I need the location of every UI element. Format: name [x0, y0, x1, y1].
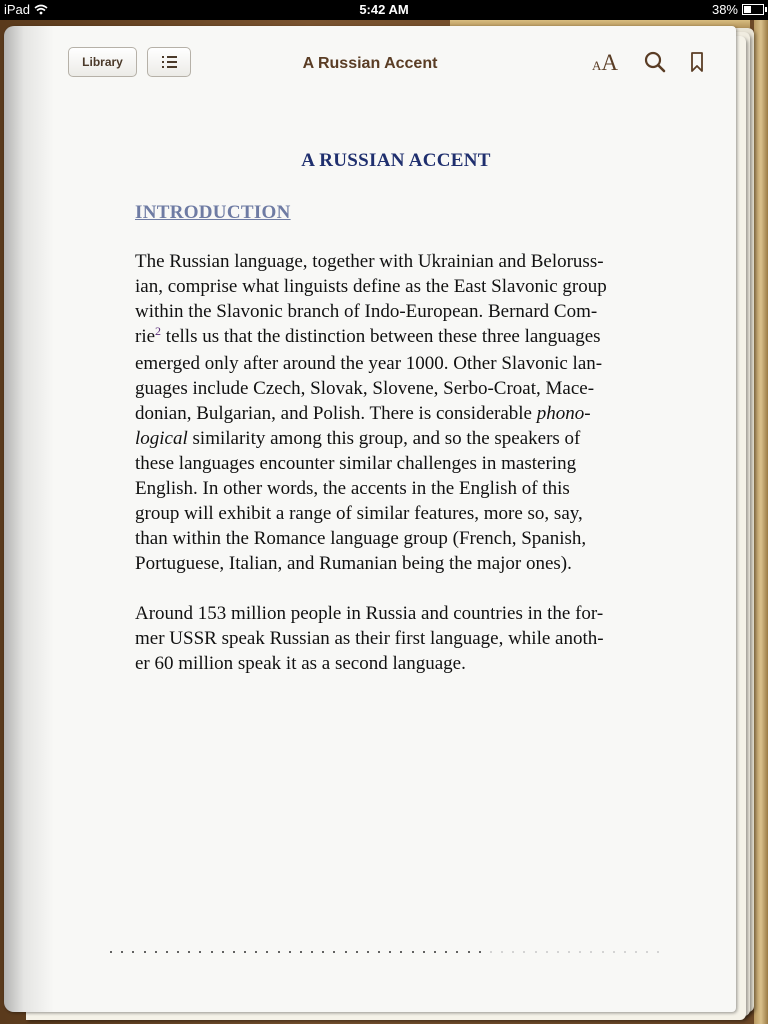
font-small-glyph: A	[592, 58, 602, 73]
text-fragment: similarity among this group, and so the speakers of	[187, 428, 581, 449]
progress-dot	[557, 951, 559, 953]
progress-dot	[657, 951, 659, 953]
text-line: English. In other words, the accents in the English of this	[135, 478, 570, 499]
paragraph	[135, 249, 657, 576]
text-line: guages include Czech, Slovak, Slovene, Serbo-Croat, Mace-	[135, 378, 595, 399]
battery-percent: 38%	[711, 2, 738, 17]
text-line	[135, 324, 657, 351]
text-line: ian, comprise what linguists define as the East Slavonic group	[135, 276, 607, 297]
progress-dot	[602, 951, 604, 953]
progress-dot	[512, 951, 514, 953]
progress-dot	[434, 951, 436, 953]
progress-dot	[412, 951, 414, 953]
text-line: Around 153 million people in Russia and countries in the for-	[135, 603, 604, 624]
progress-dot	[535, 951, 537, 953]
text-line	[135, 426, 657, 451]
progress-dot	[468, 951, 470, 953]
progress-dot	[188, 951, 190, 953]
page-edge-right	[754, 20, 768, 1024]
page-progress-scrubber[interactable]	[110, 950, 660, 954]
progress-dot	[166, 951, 168, 953]
status-bar	[0, 0, 768, 20]
italic-text: logical	[135, 428, 188, 449]
progress-dot	[278, 951, 280, 953]
text-line	[135, 401, 657, 426]
text-line: than within the Romance language group (French, Spanish,	[135, 528, 587, 549]
progress-dot	[501, 951, 503, 953]
progress-dot	[646, 951, 648, 953]
clock: 5:42 AM	[359, 2, 409, 17]
progress-dot	[155, 951, 157, 953]
device-name: iPad	[4, 2, 31, 17]
progress-dot	[456, 951, 458, 953]
progress-dot	[479, 951, 481, 953]
progress-dot	[624, 951, 626, 953]
progress-dot	[613, 951, 615, 953]
progress-dot	[110, 951, 112, 953]
text-line: er 60 million speak it as a second language.	[135, 653, 466, 674]
progress-dot	[635, 951, 637, 953]
text-line: these languages encounter similar challenges in mastering	[135, 453, 577, 474]
progress-dot	[333, 951, 335, 953]
progress-dot	[590, 951, 592, 953]
progress-dot	[400, 951, 402, 953]
book-page[interactable]	[4, 26, 736, 1012]
text-fragment: donian, Bulgarian, and Polish. There is considerable	[135, 403, 537, 424]
bookmark-icon	[690, 52, 704, 72]
italic-text: phono-	[536, 403, 591, 424]
search-icon	[644, 51, 666, 73]
progress-dot	[311, 951, 313, 953]
progress-dot	[233, 951, 235, 953]
chapter-title: A RUSSIAN ACCENT	[301, 150, 491, 171]
book-title: A Russian Accent	[302, 55, 438, 72]
progress-dot	[490, 951, 492, 953]
progress-dot	[266, 951, 268, 953]
text-line: mer USSR speak Russian as their first language, while anoth-	[135, 628, 604, 649]
progress-dot	[423, 951, 425, 953]
battery-icon	[742, 4, 764, 15]
text-line: emerged only after around the year 1000. Other Slavonic lan-	[135, 353, 603, 374]
progress-dot	[345, 951, 347, 953]
progress-dot	[132, 951, 134, 953]
progress-dot	[255, 951, 257, 953]
text-line: group will exhibit a range of similar features, more so, say,	[135, 503, 583, 524]
progress-dot	[244, 951, 246, 953]
footnote-link[interactable]: 2	[155, 324, 162, 338]
font-size-button[interactable]	[592, 50, 618, 76]
paragraph	[135, 601, 657, 676]
font-large-glyph: A	[601, 50, 619, 75]
progress-dot	[121, 951, 123, 953]
text-fragment: rie	[135, 326, 156, 347]
search-button[interactable]	[644, 51, 666, 73]
progress-dot	[546, 951, 548, 953]
progress-dot	[211, 951, 213, 953]
progress-dot	[579, 951, 581, 953]
bookmark-button[interactable]	[690, 52, 704, 72]
progress-dot	[389, 951, 391, 953]
progress-dot	[177, 951, 179, 953]
progress-dot	[289, 951, 291, 953]
text-line: The Russian language, together with Ukrainian and Beloruss-	[135, 251, 604, 272]
section-heading-link[interactable]: INTRODUCTION	[135, 202, 291, 223]
progress-dot	[222, 951, 224, 953]
progress-dot	[445, 951, 447, 953]
text-line: Portuguese, Italian, and Rumanian being the major ones).	[135, 553, 572, 574]
progress-dot	[568, 951, 570, 953]
text-fragment: tells us that the distinction between these three languages	[161, 326, 601, 347]
progress-dot	[367, 951, 369, 953]
progress-dot	[356, 951, 358, 953]
page-content	[135, 150, 657, 701]
progress-dot	[300, 951, 302, 953]
library-button[interactable]: Library	[68, 47, 137, 77]
progress-dot	[144, 951, 146, 953]
progress-dot	[378, 951, 380, 953]
text-line: within the Slavonic branch of Indo-European. Bernard Com-	[135, 301, 598, 322]
progress-dot	[523, 951, 525, 953]
progress-dot	[199, 951, 201, 953]
progress-dot	[322, 951, 324, 953]
